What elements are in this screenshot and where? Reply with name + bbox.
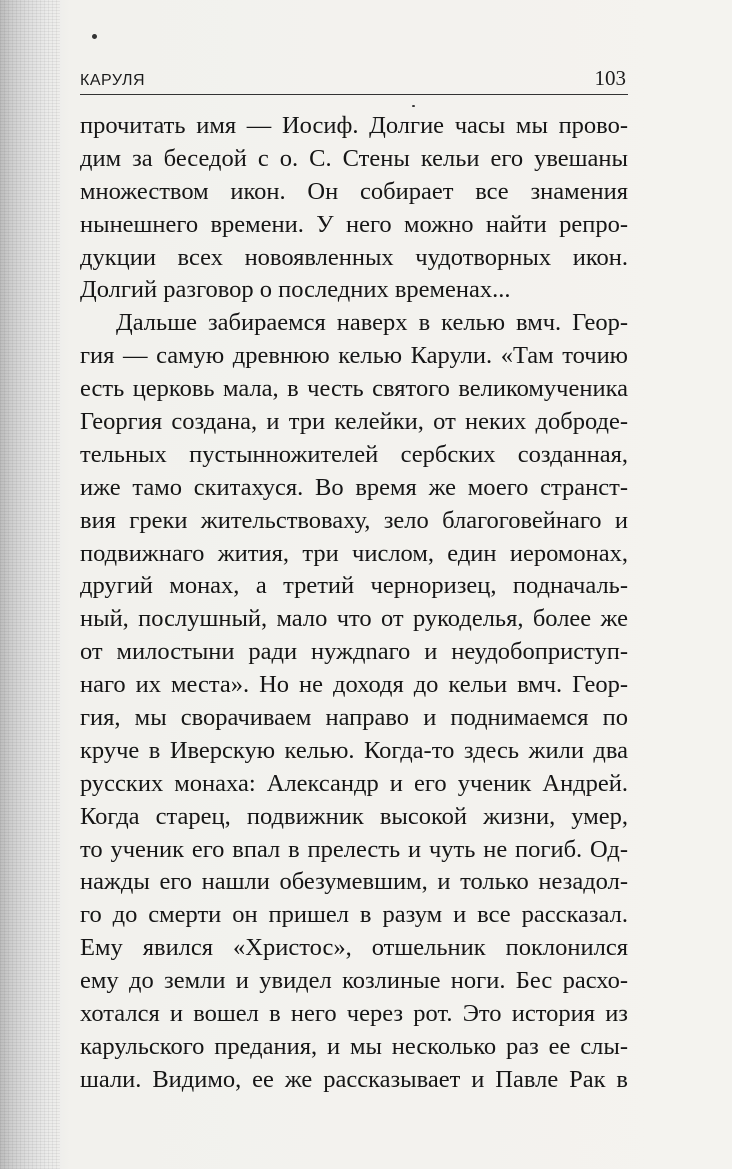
text-line: иже тамо скитахуся. Во время же моего странст- xyxy=(80,473,628,501)
text-line: карульского предания, и мы несколько раз ее слы- xyxy=(80,1032,628,1060)
text-line: гия — самую древнюю келью Карули. «Там точию xyxy=(80,342,628,370)
scan-gutter-shadow xyxy=(0,0,60,1169)
text-line: подвижнаго жития, три числом, един иеромонах, xyxy=(80,539,628,567)
text-line: дукции всех новоявленных чудотворных икон. xyxy=(80,243,628,271)
text-line: Георгия создана, и три келейки, от неких доброде- xyxy=(80,408,628,436)
body-text xyxy=(80,110,628,1097)
text-line: ный, послушный, мало что от рукоделья, более же xyxy=(80,605,628,633)
scan-speck xyxy=(92,34,97,39)
scan-speck xyxy=(412,105,415,107)
text-line: гия, мы сворачиваем направо и поднимаемся по xyxy=(80,704,628,732)
text-line: русских монаха: Александр и его ученик Андрей. xyxy=(80,769,628,797)
text-line: Долгий разговор о последних временах... xyxy=(80,276,511,304)
text-line: хотался и вошел в него через рот. Это история из xyxy=(80,1000,628,1028)
text-line: шали. Видимо, ее же рассказывает и Павле Рак в xyxy=(80,1065,628,1093)
text-line: Ему явился «Христос», отшельник поклонился xyxy=(80,934,628,962)
text-line: другий монах, а третий черноризец, подначаль- xyxy=(80,572,628,600)
text-line: то ученик его впал в прелесть и чуть не погиб. Од- xyxy=(80,835,628,863)
text-line: нынешнего времени. У него можно найти репро- xyxy=(80,210,628,238)
text-line: прочитать имя — Иосиф. Долгие часы мы прово- xyxy=(80,112,628,139)
text-line: дим за беседой с о. С. Стены кельи его увешаны xyxy=(80,144,628,172)
page-number: 103 xyxy=(594,66,626,90)
paragraph xyxy=(80,110,628,307)
text-line: круче в Иверскую келью. Когда-то здесь жили два xyxy=(80,736,628,764)
text-line: множеством икон. Он собирает все знамения xyxy=(80,177,628,205)
text-line: Дальше забираемся наверх в келью вмч. Геор- xyxy=(116,309,628,337)
text-line: го до смерти он пришел в разум и все рассказал. xyxy=(80,901,628,929)
text-line: наго их места». Но не доходя до кельи вмч. Геор- xyxy=(80,671,628,699)
text-line: Когда старец, подвижник высокой жизни, умер, xyxy=(80,802,628,830)
text-line: вия греки жительствоваху, зело благоговейнаго и xyxy=(80,506,628,534)
text-line: ему до земли и увидел козлиные ноги. Бес расхо- xyxy=(80,967,628,995)
paragraph xyxy=(80,307,628,1096)
page-header xyxy=(80,64,628,95)
text-line: нажды его нашли обезумевшим, и только незадол- xyxy=(80,868,628,896)
text-line: есть церковь мала, в честь святого великомученика xyxy=(80,375,628,403)
running-head: КАРУЛЯ xyxy=(80,72,145,89)
text-line: тельных пустынножителей сербских созданная, xyxy=(80,440,628,468)
text-line: от милостыни ради нуждnaго и неудобоприступ- xyxy=(80,638,628,666)
